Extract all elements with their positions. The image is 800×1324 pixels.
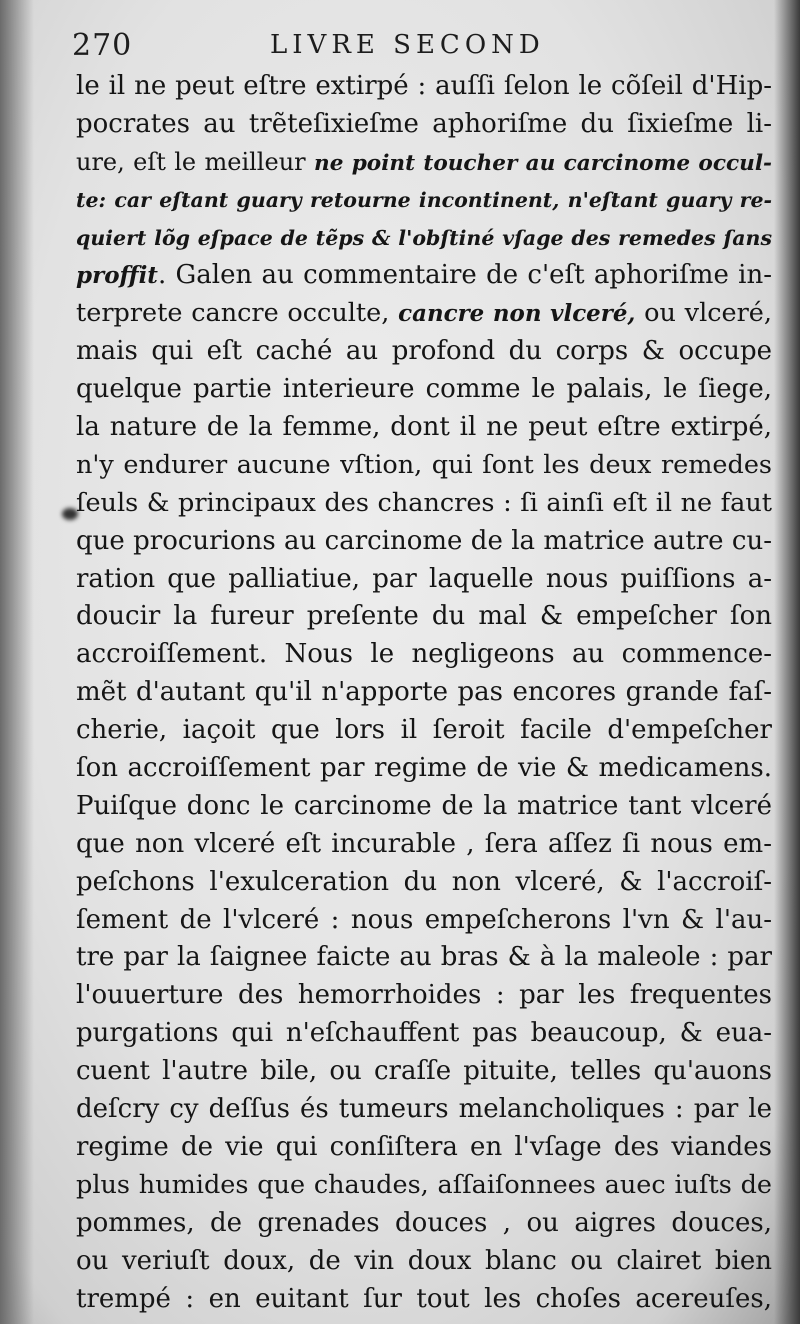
text-line: ſon accroiſſement par regime de vie & medicamens. (76, 753, 772, 784)
text-line: n'y endurer aucune vſtion, qui ſont les deux remedes (76, 449, 772, 480)
text-line: terprete cancre occulte, cancre non vlceré, ou vlceré, (76, 298, 772, 329)
page-header (72, 28, 772, 66)
text-line: pocrates au trẽteſixieſme aphoriſme du ſixieſme li- (76, 108, 772, 139)
running-title: LIVRE SECOND (270, 30, 545, 60)
text-line: le il ne peut eſtre extirpé : auſſi ſelon le cõſeil d'Hip- (76, 71, 772, 101)
text-line: accroiſſement. Nous le negligeons au commence- (76, 639, 772, 670)
body-text (76, 68, 772, 1318)
text-line: l'ouuerture des hemorrhoides : par les frequentes (76, 980, 772, 1011)
text-line: purgations qui n'eſchauffent pas beaucoup, & eua- (76, 1018, 772, 1049)
text-line: quiert lõg eſpace de tẽps & l'obſtiné vſage des remedes ſans (76, 225, 772, 250)
page-number: 270 (72, 28, 133, 63)
text-line: cherie, iaçoit que lors il ſeroit facile d'empeſcher (76, 715, 772, 746)
text-line: proffit. Galen au commentaire de c'eſt aphoriſme in- (76, 260, 772, 291)
text-line: ſement de l'vlceré : nous empeſcherons l'vn & l'au- (76, 904, 772, 935)
page-edge-shadow (774, 0, 800, 1324)
text-line: plus humides que chaudes, aſſaiſonnees auec iuſts de (76, 1169, 772, 1200)
text-line: Puiſque donc le carcinome de la matrice tant vlceré (76, 790, 772, 821)
text-line: que procurions au carcinome de la matrice autre cu- (76, 525, 772, 556)
text-line: ration que palliatiue, par laquelle nous puiſſions a- (76, 563, 772, 594)
text-line: te: car eſtant guary retourne incontinent, n'eſtant guary re- (76, 187, 772, 212)
text-line: ſeuls & principaux des chancres : ſi ainſi eſt il ne faut (76, 487, 772, 518)
text-line: peſchons l'exulceration du non vlceré, & l'accroiſ- (76, 866, 772, 897)
text-line: deſcry cy deſſus és tumeurs melancholiques : par le (76, 1094, 772, 1125)
text-line: doucir la fureur preſente du mal & empeſcher ſon (76, 601, 772, 632)
page-gutter-shadow (0, 0, 34, 1324)
text-line: pommes, de grenades douces , ou aigres douces, (76, 1207, 772, 1238)
text-line: mẽt d'autant qu'il n'apporte pas encores grande faſ- (76, 677, 772, 708)
text-line: ure, eſt le meilleur ne point toucher au carcinome occul- (76, 147, 772, 176)
text-line: trempé : en euitant ſur tout les choſes acereuſes, (76, 1283, 772, 1314)
text-line: tre par la ſaignee faicte au bras & à la maleole : par (76, 942, 772, 973)
text-line: mais qui eſt caché au profond du corps & occupe (76, 336, 772, 367)
text-line: que non vlceré eſt incurable , ſera aſſez ſi nous em- (76, 828, 772, 859)
text-line: ou veriuſt doux, de vin doux blanc ou clairet bien (76, 1245, 772, 1276)
text-line: cuent l'autre bile, ou craſſe pituite, telles qu'auons (76, 1056, 772, 1087)
text-line: la nature de la femme, dont il ne peut eſtre extirpé, (76, 412, 772, 443)
text-line: quelque partie interieure comme le palais, le ſiege, (76, 374, 772, 405)
text-line: regime de vie qui conſiſtera en l'vſage des viandes (76, 1131, 772, 1162)
